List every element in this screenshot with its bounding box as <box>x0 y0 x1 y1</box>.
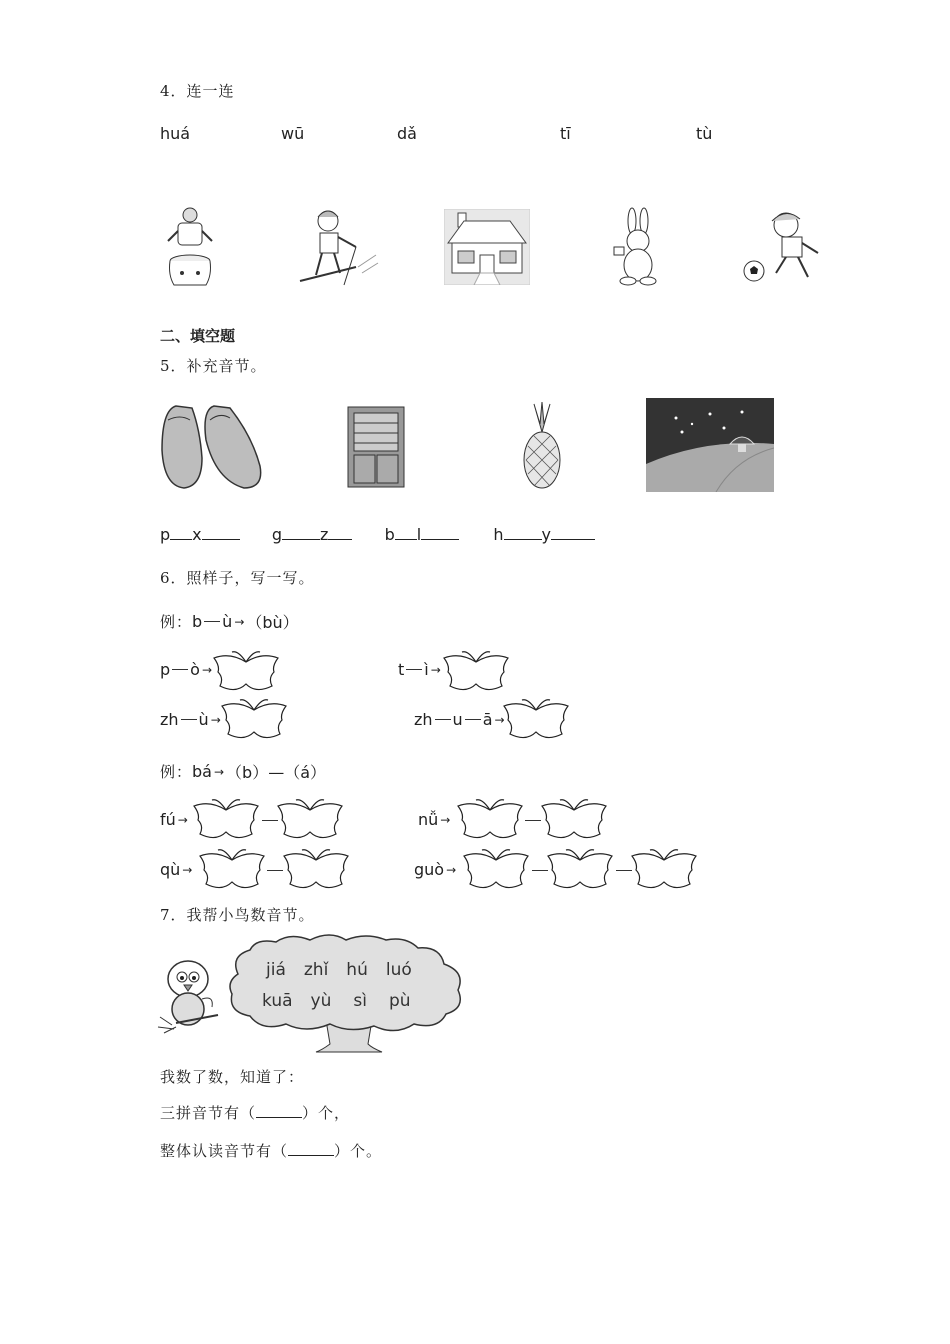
blank[interactable] <box>551 525 595 540</box>
q5-item3: b l <box>385 525 460 544</box>
drummer-image <box>160 205 220 287</box>
q6-part2-item1: fú → <box>160 810 188 829</box>
q5-item4: h y <box>493 525 595 544</box>
q6-example2: 例： bá → （b）—（á） <box>160 762 327 782</box>
q5-item1: p x <box>160 525 240 544</box>
blank[interactable] <box>421 525 459 540</box>
section-title: 二、填空题 <box>160 327 236 345</box>
skier-image <box>296 205 380 287</box>
blank[interactable] <box>504 525 542 540</box>
q6-part1-item1: p ò → <box>160 660 213 679</box>
q6-part1-item3: zh ù → <box>160 710 221 729</box>
q7-line1: 三拼音节有（ ）个， <box>160 1104 351 1122</box>
football-boy-image <box>742 207 826 285</box>
butterfly-answer-box[interactable] <box>282 848 350 892</box>
butterfly-answer-box[interactable] <box>462 848 530 892</box>
blank[interactable] <box>202 525 240 540</box>
butterfly-answer-box[interactable] <box>212 650 280 694</box>
rabbit-image <box>608 207 666 287</box>
q6-title: 6．照样子，写一写。 <box>160 569 315 587</box>
blank[interactable] <box>170 525 192 540</box>
blank[interactable] <box>395 525 417 540</box>
pinyin-hua: huá <box>160 124 191 143</box>
bird-image <box>156 955 222 1035</box>
pinyin-ti: tī <box>560 124 571 143</box>
pineapple-image <box>520 402 564 490</box>
q5-title: 5．补充音节。 <box>160 357 267 375</box>
blank[interactable] <box>288 1141 334 1156</box>
example-label: 例： <box>160 613 193 631</box>
butterfly-answer-box[interactable] <box>198 848 266 892</box>
house-image <box>444 209 530 285</box>
butterfly-answer-box[interactable] <box>192 798 260 842</box>
blank[interactable] <box>328 525 352 540</box>
cabinet-image <box>346 405 406 489</box>
pinyin-wu: wū <box>281 124 305 143</box>
night-image <box>646 398 774 492</box>
q6-part2-item4: guò → <box>414 860 457 879</box>
tree-row1: jiá zhǐ hú luó <box>266 960 412 980</box>
butterfly-answer-box[interactable] <box>546 848 614 892</box>
blank[interactable] <box>256 1103 302 1118</box>
butterfly-answer-box[interactable] <box>220 698 288 742</box>
butterfly-answer-box[interactable] <box>502 698 570 742</box>
q7-found: 我数了数，知道了： <box>160 1068 305 1086</box>
butterfly-answer-box[interactable] <box>456 798 524 842</box>
q5-fill-row <box>160 525 595 544</box>
butterfly-answer-box[interactable] <box>630 848 698 892</box>
q7-title: 7．我帮小鸟数音节。 <box>160 906 315 924</box>
butterfly-answer-box[interactable] <box>540 798 608 842</box>
shoes-image <box>158 400 264 494</box>
tree-row2: kuā yù sì pù <box>262 991 411 1011</box>
pinyin-tu: tù <box>696 124 713 143</box>
q6-part1-item2: t ì → <box>398 660 441 679</box>
blank[interactable] <box>282 525 320 540</box>
q7-line2: 整体认读音节有（ ）个。 <box>160 1142 383 1160</box>
butterfly-answer-box[interactable] <box>442 650 510 694</box>
q6-part1-item4: zh u ā → <box>414 710 505 729</box>
q6-example1: 例： b ù → （bù） <box>160 612 299 632</box>
example-label: 例： <box>160 763 193 781</box>
butterfly-answer-box[interactable] <box>276 798 344 842</box>
q4-title: 4．连一连 <box>160 82 235 100</box>
q6-part2-item2: nǚ → <box>418 810 451 829</box>
pinyin-da: dǎ <box>397 124 417 143</box>
q5-item2: g z <box>272 525 353 544</box>
q6-part2-item3: qù → <box>160 860 193 879</box>
